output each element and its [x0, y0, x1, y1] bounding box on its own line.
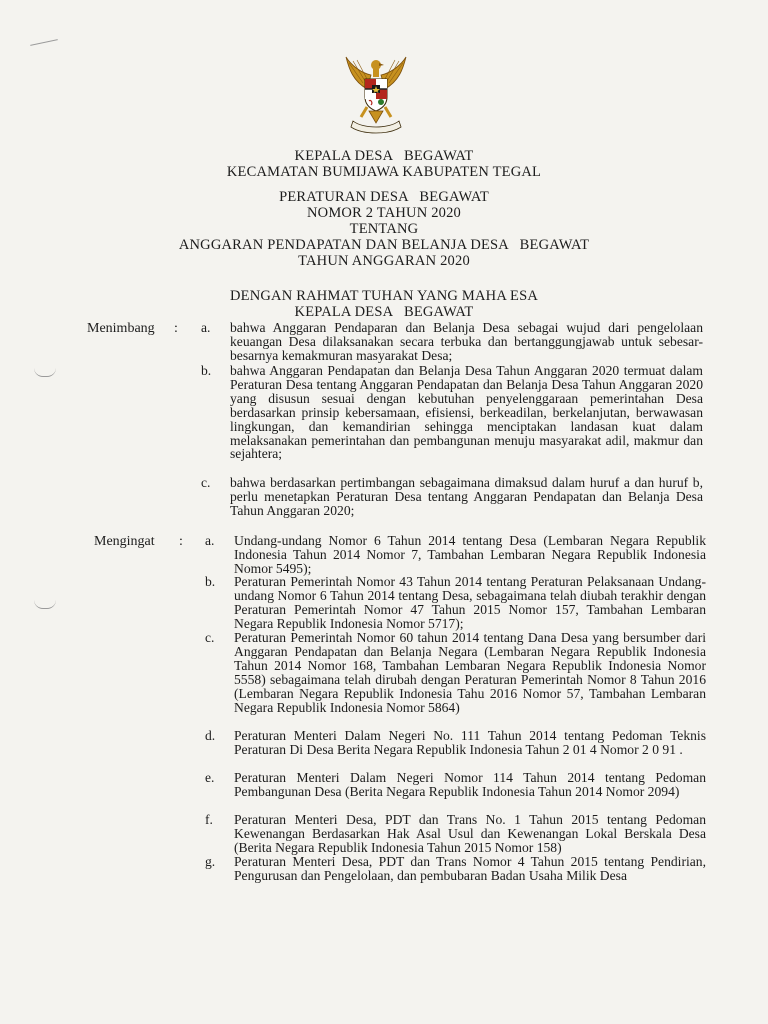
menimbang-item-a	[201, 321, 703, 363]
mengingat-item-b	[205, 575, 706, 631]
item-text: bahwa berdasarkan pertimbangan sebagaimana dimaksud dalam huruf a dan huruf b, perlu menetapkan Peraturan Desa tentang Anggaran Pendapatan dan Belanja Desa Tahun Anggaran 2020;	[230, 475, 703, 518]
item-letter: d.	[205, 728, 216, 743]
item-text: Peraturan Menteri Desa, PDT dan Trans Nomor 4 Tahun 2015 tentang Pendirian, Pengurusan dan Pengelolaan, dan pembubaran Badan Usaha Milik Desa	[234, 854, 706, 883]
scan-speck	[30, 39, 58, 46]
mengingat-item-a	[205, 534, 706, 576]
item-letter: a.	[201, 320, 211, 335]
mengingat-item-d	[205, 729, 706, 771]
section-colon: :	[174, 321, 178, 336]
item-text: Peraturan Menteri Dalam Negeri Nomor 114 Tahun 2014 tentang Pedoman Pembangunan Desa (Berita Negara Republik Indonesia Tahun 2014 Nomor 2094)	[234, 770, 706, 799]
mengingat-item-c	[205, 631, 706, 729]
heading-village-head	[0, 148, 768, 180]
menimbang-item-b	[201, 364, 703, 476]
item-text: Peraturan Pemerintah Nomor 43 Tahun 2014 tentang Peraturan Pelaksanaan Undang-undang Nomor 6 Tahun 2014 tentang Desa, sebagaimana telah diubah terakhir dengan Peraturan Pemerintah Nomor 47 Tahun 2015 Nomor 157, Tambahan Lembaran Negara Republik Indonesia Nomor 5717);	[234, 574, 706, 631]
heading-line: TAHUN ANGGARAN 2020	[298, 253, 470, 269]
item-text: Peraturan Menteri Dalam Negeri No. 111 Tahun 2014 tentang Pedoman Teknis Peraturan Di Desa Berita Negara Republik Indonesia Tahun 2 01 4 Nomor 2 0 91 .	[234, 728, 706, 757]
item-letter: a.	[205, 533, 215, 548]
item-letter: b.	[205, 574, 216, 589]
item-letter: e.	[205, 770, 215, 785]
heading-line: NOMOR 2 TAHUN 2020	[306, 205, 462, 221]
heading-line: DENGAN RAHMAT TUHAN YANG MAHA ESA	[229, 288, 539, 304]
item-text: bahwa Anggaran Pendaparan dan Belanja Desa sebagai wujud dari pengelolaan keuangan Desa dilaksanakan secara terbuka dan bertanggungjawab untuk sebesar-besarnya kemakmuran masyarakat Desa;	[230, 320, 703, 363]
item-text: bahwa Anggaran Pendapatan dan Belanja Desa Tahun Anggaran 2020 termuat dalam Peraturan Desa tentang Anggaran Pendapatan dan Belanja Desa Tahun Anggaran 2020 yang disusun sesuai dengan kebutuhan penyelenggaraan pemerintahan Desa berdasarkan prinsip kebersamaan, efisiensi, berkeadilan, berkelanjutan, berwawasan lingkungan, dan kemandirian sehingga menciptakan landasan kuat dalam melaksanakan pemerintahan dan pembangunan menuju masyarakat adil, makmur dan sejahtera;	[230, 363, 703, 462]
heading-line: TENTANG	[349, 221, 419, 237]
heading-line: KECAMATAN BUMIJAWA KABUPATEN TEGAL	[226, 164, 542, 180]
item-text: Peraturan Pemerintah Nomor 60 tahun 2014 tentang Dana Desa yang bersumber dari Anggaran Pendapatan dan Belanja Negara (Lembaran Negara Republik Indonesia Tahun 2014 Nomor 168, Tambahan Lembaran Negara Republik Indonesia Nomor 5558) sebagaimana telah dirubah dengan Peraturan Pemerintah Nomor 8 Tahun 2016 (Lembaran Negara Republik Indonesia Tahu 2016 Nomor 57, Tambahan Lembaran Negara Republik Indonesia Nomor 5864)	[234, 630, 706, 715]
mengingat-item-g	[205, 855, 706, 897]
item-text: Peraturan Menteri Desa, PDT dan Trans No. 1 Tahun 2015 tentang Pedoman Kewenangan Berdasarkan Hak Asal Usul dan Kewenangan Lokal Berskala Desa (Berita Negara Republik Indonesia Tahun 2015 Nomor 158)	[234, 812, 706, 855]
section-label-mengingat: Mengingat	[94, 534, 155, 549]
mengingat-item-f	[205, 813, 706, 855]
heading-line: KEPALA DESA BEGAWAT	[294, 148, 474, 164]
heading-regulation	[0, 189, 768, 269]
heading-line: PERATURAN DESA BEGAWAT	[279, 189, 489, 205]
heading-line: ANGGARAN PENDAPATAN DAN BELANJA DESA BEGAWAT	[178, 237, 590, 253]
item-letter: f.	[205, 812, 213, 827]
mengingat-item-e	[205, 771, 706, 813]
heading-invocation	[0, 288, 768, 320]
section-label-menimbang: Menimbang	[87, 321, 155, 336]
garuda-emblem	[343, 55, 409, 135]
item-letter: g.	[205, 854, 216, 869]
item-letter: c.	[201, 475, 211, 490]
item-letter: c.	[205, 630, 215, 645]
section-colon: :	[179, 534, 183, 549]
item-text: Undang-undang Nomor 6 Tahun 2014 tentang Desa (Lembaran Negara Republik Indonesia Tahun 2014 Nomor 7, Tambahan Lembaran Negara Republik Indonesia Nomor 5495);	[234, 533, 706, 576]
menimbang-item-c	[201, 476, 703, 518]
heading-line: KEPALA DESA BEGAWAT	[294, 304, 474, 320]
item-letter: b.	[201, 363, 212, 378]
punch-hole-mark	[34, 600, 56, 609]
punch-hole-mark	[34, 368, 56, 377]
